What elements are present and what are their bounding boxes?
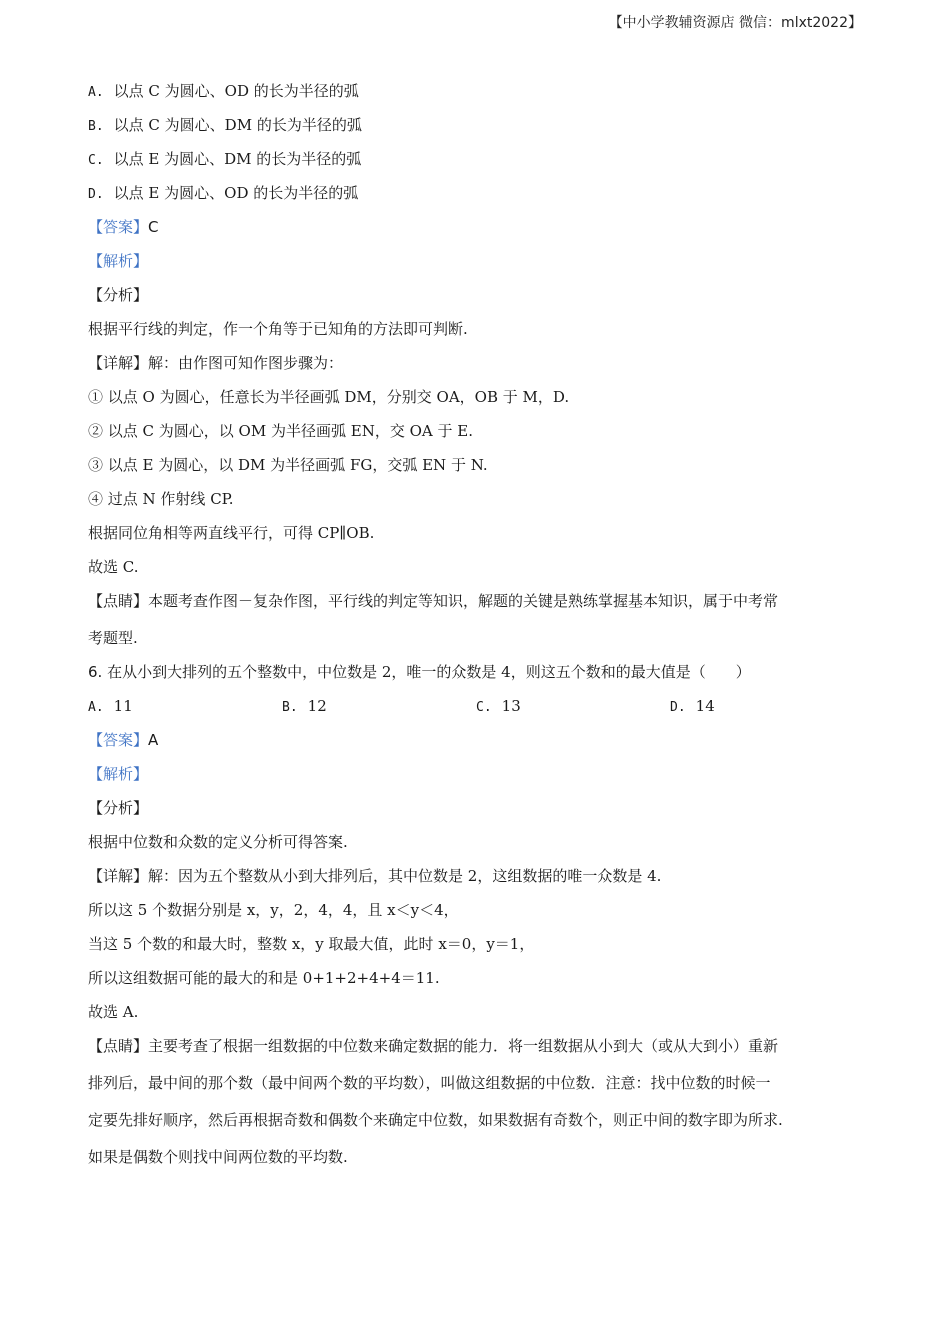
q6-options	[88, 694, 868, 728]
q6-dianjing-cont-2: 定要先排好顺序，然后再根据奇数和偶数个来确定中位数，如果数据有奇数个，则正中间的数字即为所求.	[88, 1111, 783, 1129]
q5-step-3: ③ 以点 E 为圆心，以 DM 为半径画弧 FG，交弧 EN 于 N.	[88, 456, 488, 474]
q5-step-4: ④ 过点 N 作射线 CP.	[88, 490, 234, 508]
q6-option-b	[282, 694, 476, 728]
q6-option-c	[476, 694, 670, 728]
xiangjie-label: 【详解】	[88, 354, 149, 372]
q6-question	[88, 660, 868, 694]
option-text: 12	[307, 697, 327, 715]
page-header: 【中小学教辅资源店 微信：mlxt2022】	[608, 15, 862, 31]
q6-answer	[88, 728, 868, 762]
answer-value: C	[148, 218, 159, 236]
option-text: 13	[501, 697, 521, 715]
option-text: 以点 C 为圆心、DM 的长为半径的弧	[113, 116, 362, 134]
q5-option-d	[88, 181, 868, 215]
dianjing-label: 【点睛】	[88, 1037, 149, 1055]
option-letter: C.	[476, 700, 492, 715]
q5-dianjing	[88, 589, 868, 626]
q6-fenxi: 根据中位数和众数的定义分析可得答案.	[88, 833, 348, 851]
dianjing-label: 【点睛】	[88, 592, 149, 610]
answer-label: 【答案】	[88, 218, 149, 236]
option-letter: D.	[88, 187, 104, 202]
q5-choose: 故选 C.	[88, 558, 139, 576]
q6-xiangjie	[88, 864, 868, 898]
q5-jiexi-label: 【解析】	[88, 252, 149, 270]
question-text: 在从小到大排列的五个整数中，中位数是 2，唯一的众数是 4，则这五个数和的最大值是（ ）	[102, 663, 751, 681]
xiangjie-text: 解：因为五个整数从小到大排列后，其中位数是 2，这组数据的唯一众数是 4.	[148, 867, 662, 885]
q6-choose: 故选 A.	[88, 1003, 139, 1021]
option-letter: B.	[282, 700, 298, 715]
q6-dianjing	[88, 1034, 868, 1071]
option-text: 14	[695, 697, 715, 715]
option-text: 以点 C 为圆心、OD 的长为半径的弧	[113, 82, 359, 100]
q6-line-1: 所以这 5 个数据分别是 x，y，2，4，4，且 x＜y＜4，	[88, 901, 459, 919]
answer-label: 【答案】	[88, 731, 149, 749]
option-letter: A.	[88, 85, 104, 100]
q5-step-1: ① 以点 O 为圆心，任意长为半径画弧 DM，分别交 OA，OB 于 M，D.	[88, 388, 570, 406]
q5-fenxi: 根据平行线的判定，作一个角等于已知角的方法即可判断.	[88, 320, 468, 338]
q6-jiexi-label: 【解析】	[88, 765, 149, 783]
q6-line-2: 当这 5 个数的和最大时，整数 x，y 取最大值，此时 x＝0，y＝1，	[88, 935, 535, 953]
q6-option-a	[88, 694, 282, 728]
q5-conclusion: 根据同位角相等两直线平行，可得 CP∥OB.	[88, 524, 375, 542]
q5-dianjing-cont: 考题型.	[88, 629, 138, 647]
q5-fenxi-label: 【分析】	[88, 286, 149, 304]
q5-step-2: ② 以点 C 为圆心，以 OM 为半径画弧 EN，交 OA 于 E.	[88, 422, 473, 440]
dianjing-text: 本题考查作图－复杂作图，平行线的判定等知识，解题的关键是熟练掌握基本知识，属于中考常	[148, 592, 779, 610]
xiangjie-text: 解：由作图可知作图步骤为：	[148, 354, 344, 372]
option-letter: C.	[88, 153, 104, 168]
option-text: 以点 E 为圆心、OD 的长为半径的弧	[113, 184, 359, 202]
answer-value: A	[148, 731, 159, 749]
option-text: 11	[113, 697, 133, 715]
q5-answer	[88, 215, 868, 249]
option-letter: B.	[88, 119, 104, 134]
document-body	[88, 79, 868, 1179]
q6-line-3: 所以这组数据可能的最大的和是 0+1+2+4+4＝11.	[88, 969, 440, 987]
q6-dianjing-cont-1: 排列后，最中间的那个数（最中间两个数的平均数），叫做这组数据的中位数．注意：找中位数的时候一	[88, 1074, 771, 1092]
xiangjie-label: 【详解】	[88, 867, 149, 885]
option-letter: A.	[88, 700, 104, 715]
q6-dianjing-cont-3: 如果是偶数个则找中间两位数的平均数.	[88, 1148, 348, 1166]
option-text: 以点 E 为圆心、DM 的长为半径的弧	[113, 150, 362, 168]
option-letter: D.	[670, 700, 686, 715]
dianjing-text: 主要考查了根据一组数据的中位数来确定数据的能力．将一组数据从小到大（或从大到小）重新	[148, 1037, 779, 1055]
q6-option-d	[670, 694, 864, 728]
q6-fenxi-label: 【分析】	[88, 799, 149, 817]
question-number: 6.	[88, 663, 103, 681]
q5-option-b	[88, 113, 868, 147]
q5-option-a	[88, 79, 868, 113]
q5-option-c	[88, 147, 868, 181]
q5-xiangjie	[88, 351, 868, 385]
